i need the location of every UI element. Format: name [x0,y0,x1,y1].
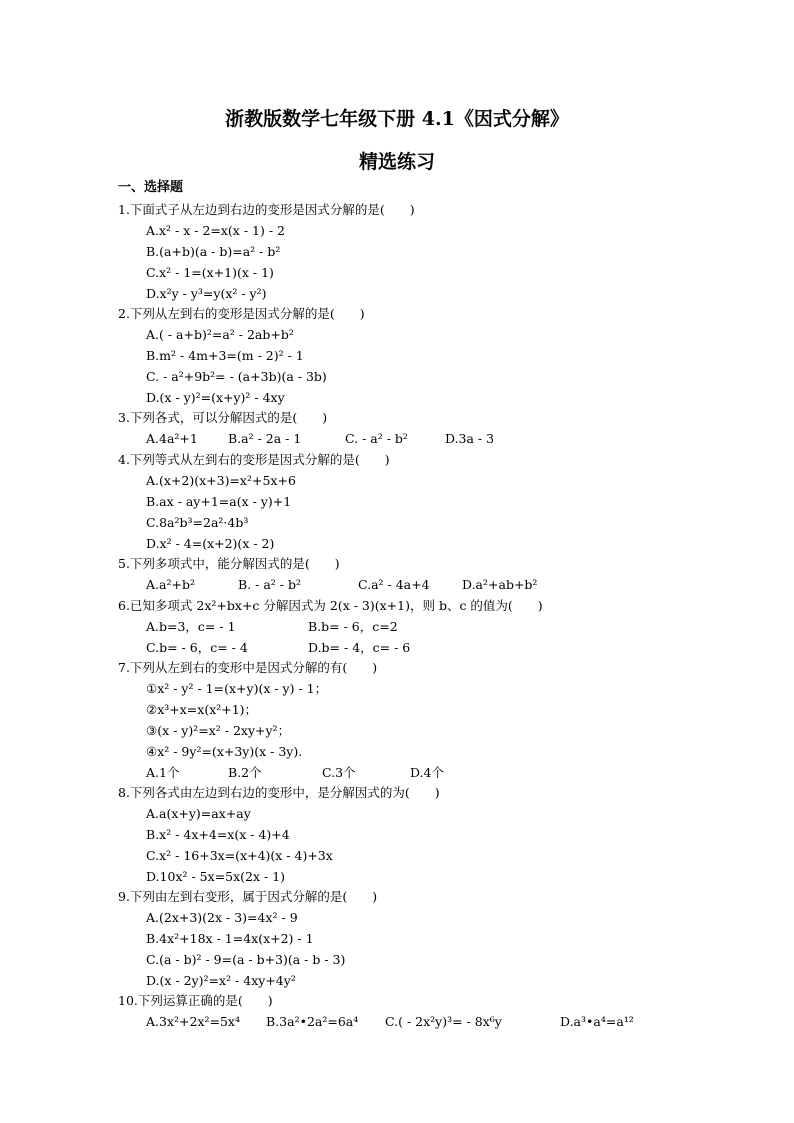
question-7-option-b: B.2个 [228,765,262,780]
question-10-option-c: C.( - 2x²y)³= - 8x⁶y [385,1014,502,1029]
question-1-option-b: B.(a+b)(a - b)=a² - b² [146,244,281,259]
question-6-option-b: B.b= - 6，c=2 [308,619,398,634]
question-10-option-d: D.a³•a⁴=a¹² [560,1014,634,1029]
question-2-option-c: C. - a²+9b²= - (a+3b)(a - 3b) [146,369,327,384]
question-9-stem: 9.下列由左到右变形，属于因式分解的是( ) [118,889,378,904]
question-6-stem: 6.已知多项式 2x²+bx+c 分解因式为 2(x - 3)(x+1)，则 b、c 的值为( ) [118,598,543,613]
question-4-option-a: A.(x+2)(x+3)=x²+5x+6 [146,473,296,488]
section-heading: 一、选择题 [118,180,184,195]
question-5-option-d: D.a²+ab+b² [462,577,538,592]
question-7-item-1: ①x² - y² - 1=(x+y)(x - y) - 1； [146,681,328,696]
question-8-stem: 8.下列各式由左边到右边的变形中，是分解因式的为( ) [118,785,440,800]
question-10-stem: 10.下列运算正确的是( ) [118,993,273,1008]
question-2-option-b: B.m² - 4m+3=(m - 2)² - 1 [146,348,304,363]
question-1-option-c: C.x² - 1=(x+1)(x - 1) [146,265,274,280]
question-4-stem: 4.下列等式从左到右的变形是因式分解的是( ) [118,452,390,467]
question-7-option-d: D.4个 [410,765,445,780]
question-5-option-c: C.a² - 4a+4 [358,577,430,592]
question-7-option-c: C.3个 [322,765,356,780]
question-6-option-c: C.b= - 6，c= - 4 [146,640,248,655]
page-subtitle: 精选练习 [358,151,435,173]
question-9-option-b: B.4x²+18x - 1=4x(x+2) - 1 [146,931,314,946]
question-8-option-c: C.x² - 16+3x=(x+4)(x - 4)+3x [146,848,333,863]
question-2-option-d: D.(x - y)²=(x+y)² - 4xy [146,390,285,405]
question-10-option-a: A.3x²+2x²=5x⁴ [146,1014,240,1029]
question-9-option-d: D.(x - 2y)²=x² - 4xy+4y² [146,973,296,988]
question-9-option-a: A.(2x+3)(2x - 3)=4x² - 9 [146,910,298,925]
question-2-stem: 2.下列从左到右的变形是因式分解的是( ) [118,306,365,321]
question-10-option-b: B.3a²•2a²=6a⁴ [266,1014,359,1029]
question-2-option-a: A.( - a+b)²=a² - 2ab+b² [146,327,294,342]
question-1-option-a: A.x² - x - 2=x(x - 1) - 2 [146,223,285,238]
question-4-option-d: D.x² - 4=(x+2)(x - 2) [146,536,275,551]
question-7-option-a: A.1个 [146,765,180,780]
question-8-option-d: D.10x² - 5x=5x(2x - 1) [146,869,286,884]
question-3-option-b: B.a² - 2a - 1 [228,431,302,446]
question-4-option-b: B.ax - ay+1=a(x - y)+1 [146,494,292,509]
question-9-option-c: C.(a - b)² - 9=(a - b+3)(a - b - 3) [146,952,346,967]
question-8-option-a: A.a(x+y)=ax+ay [146,806,251,821]
question-1-option-d: D.x²y - y³=y(x² - y²) [146,286,267,301]
question-7-stem: 7.下列从左到右的变形中是因式分解的有( ) [118,660,378,675]
question-7-item-4: ④x² - 9y²=(x+3y)(x - 3y). [146,744,303,759]
question-1-stem: 1.下面式子从左边到右边的变形是因式分解的是( ) [118,202,415,217]
question-3-stem: 3.下列各式，可以分解因式的是( ) [118,410,328,425]
question-4-option-c: C.8a²b³=2a²·4b³ [146,515,249,530]
question-8-option-b: B.x² - 4x+4=x(x - 4)+4 [146,827,290,842]
question-6-option-a: A.b=3，c= - 1 [146,619,236,634]
question-5-stem: 5.下列多项式中，能分解因式的是( ) [118,556,340,571]
question-5-option-a: A.a²+b² [146,577,195,592]
page-title: 浙教版数学七年级下册 4.1《因式分解》 [225,108,569,130]
question-7-item-3: ③(x - y)²=x² - 2xy+y²； [146,723,291,738]
question-5-option-b: B. - a² - b² [238,577,301,592]
question-6-option-d: D.b= - 4，c= - 6 [308,640,411,655]
question-3-option-a: A.4a²+1 [146,431,198,446]
question-3-option-c: C. - a² - b² [345,431,408,446]
question-7-item-2: ②x³+x=x(x²+1)； [146,702,258,717]
question-3-option-d: D.3a - 3 [445,431,495,446]
